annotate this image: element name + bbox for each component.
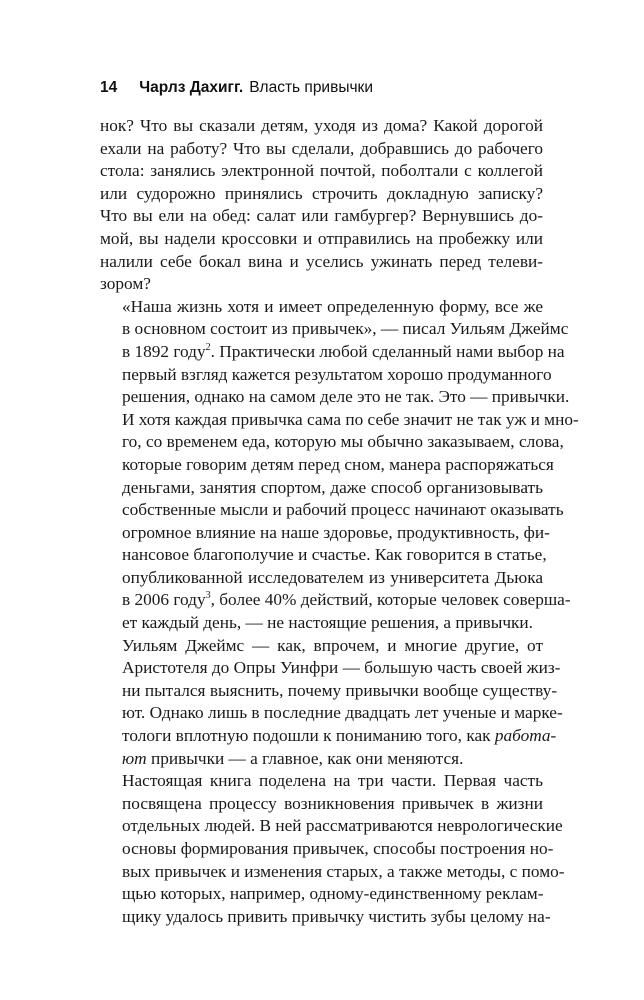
text-line: Уильям Джеймс — как, впрочем, и многие другие, от	[122, 635, 543, 655]
text-line: решения, однако на самом деле это не так. Это — привычки.	[122, 387, 570, 407]
text-line: которые говорим детям перед сном, манера распоряжаться	[122, 454, 554, 474]
text-line: нансовое благополучие и счастье. Как говорится в статье,	[122, 545, 547, 565]
text-line: Что вы ели на обед: салат или гамбургер? Вернувшись до-	[100, 206, 543, 226]
text-line: мой, вы надели кроссовки и отправились на пробежку или	[100, 228, 543, 248]
paragraph-1	[100, 115, 543, 296]
text-segment: в 1892 году	[122, 341, 206, 361]
text-line: Аристотеля до Опры Уинфри — большую часть своей жиз-	[122, 658, 561, 678]
text-line: зором?	[100, 274, 151, 294]
text-segment: , более 40% действий, которые человек соверша-	[210, 590, 571, 610]
text-line: щью которых, например, одному-единственному реклам-	[122, 884, 544, 904]
text-line: «Наша жизнь хотя и имеет определенную форму, все же	[122, 296, 543, 316]
text-line: отдельных людей. В ней рассматриваются неврологические	[122, 816, 563, 836]
text-line-with-italic	[100, 748, 543, 771]
text-line: налили себе бокал вина и уселись ужинать перед телеви-	[100, 251, 543, 271]
text-segment: . Практически любой сделанный нами выбор на	[210, 341, 565, 361]
paragraph-3	[100, 635, 563, 771]
page-number: 14	[100, 79, 118, 96]
text-line: деньгами, занятия спортом, даже способ организовывать	[122, 477, 543, 497]
paragraph-2	[100, 296, 579, 635]
text-line: посвящена процессу возникновения привычек в жизни	[122, 793, 543, 813]
text-line: ни пытался выяснить, почему привычки вообще существу-	[122, 680, 558, 700]
text-line: или судорожно принялись строчить докладную записку?	[100, 183, 543, 203]
paragraph-4	[100, 770, 565, 928]
text-line: И хотя каждая привычка сама по себе значит не так уж и мно-	[122, 409, 579, 429]
italic-word: работа-	[494, 726, 557, 746]
text-line: ехали на работу? Что вы сделали, добравшись до рабочего	[100, 138, 543, 158]
text-line-with-footnote	[100, 341, 565, 364]
body-text	[100, 115, 579, 928]
header-book-title: Власть привычки	[249, 79, 373, 96]
text-line: первый взгляд кажется результатом хорошо продуманного	[122, 364, 552, 384]
text-line: огромное влияние на наше здоровье, продуктивность, фи-	[122, 522, 550, 542]
italic-word: ют	[122, 748, 147, 768]
text-line: ют. Однако лишь в последние двадцать лет ученые и марке-	[122, 703, 563, 723]
footnote-ref-3[interactable]: 3	[205, 590, 211, 602]
text-line: опубликованной исследователем из университета Дьюка	[122, 567, 543, 587]
text-line: в основном состоит из привычек», — писал Уильям Джеймс	[122, 319, 569, 339]
text-line-with-italic	[100, 725, 557, 748]
running-header	[100, 78, 373, 98]
text-line: го, со временем еда, которую мы обычно заказываем, слова,	[122, 432, 564, 452]
text-line: вых привычек и изменения старых, а также методы, с помо-	[122, 861, 565, 881]
text-segment: привычки — а главное, как они меняются.	[146, 748, 464, 768]
footnote-ref-2[interactable]: 2	[205, 342, 211, 354]
text-line: Настоящая книга поделена на три части. Первая часть	[122, 771, 543, 791]
text-line: щику удалось привить привычку чистить зубы целому на-	[122, 906, 551, 926]
text-line: нок? Что вы сказали детям, уходя из дома? Какой дорогой	[100, 116, 543, 135]
text-line-with-footnote	[100, 589, 571, 612]
text-segment: тологи вплотную подошли к пониманию того, как	[122, 726, 495, 746]
text-line: стола: занялись электронной почтой, поболтали с коллегой	[100, 161, 543, 181]
header-author: Чарлз Дахигг.	[139, 79, 244, 96]
text-line: собственные мысли и рабочий процесс начинают оказывать	[122, 500, 564, 520]
text-line: основы формирования привычек, способы построения но-	[122, 839, 554, 858]
text-line: ет каждый день, — не настоящие решения, а привычки.	[122, 613, 533, 633]
text-segment: в 2006 году	[122, 590, 206, 610]
